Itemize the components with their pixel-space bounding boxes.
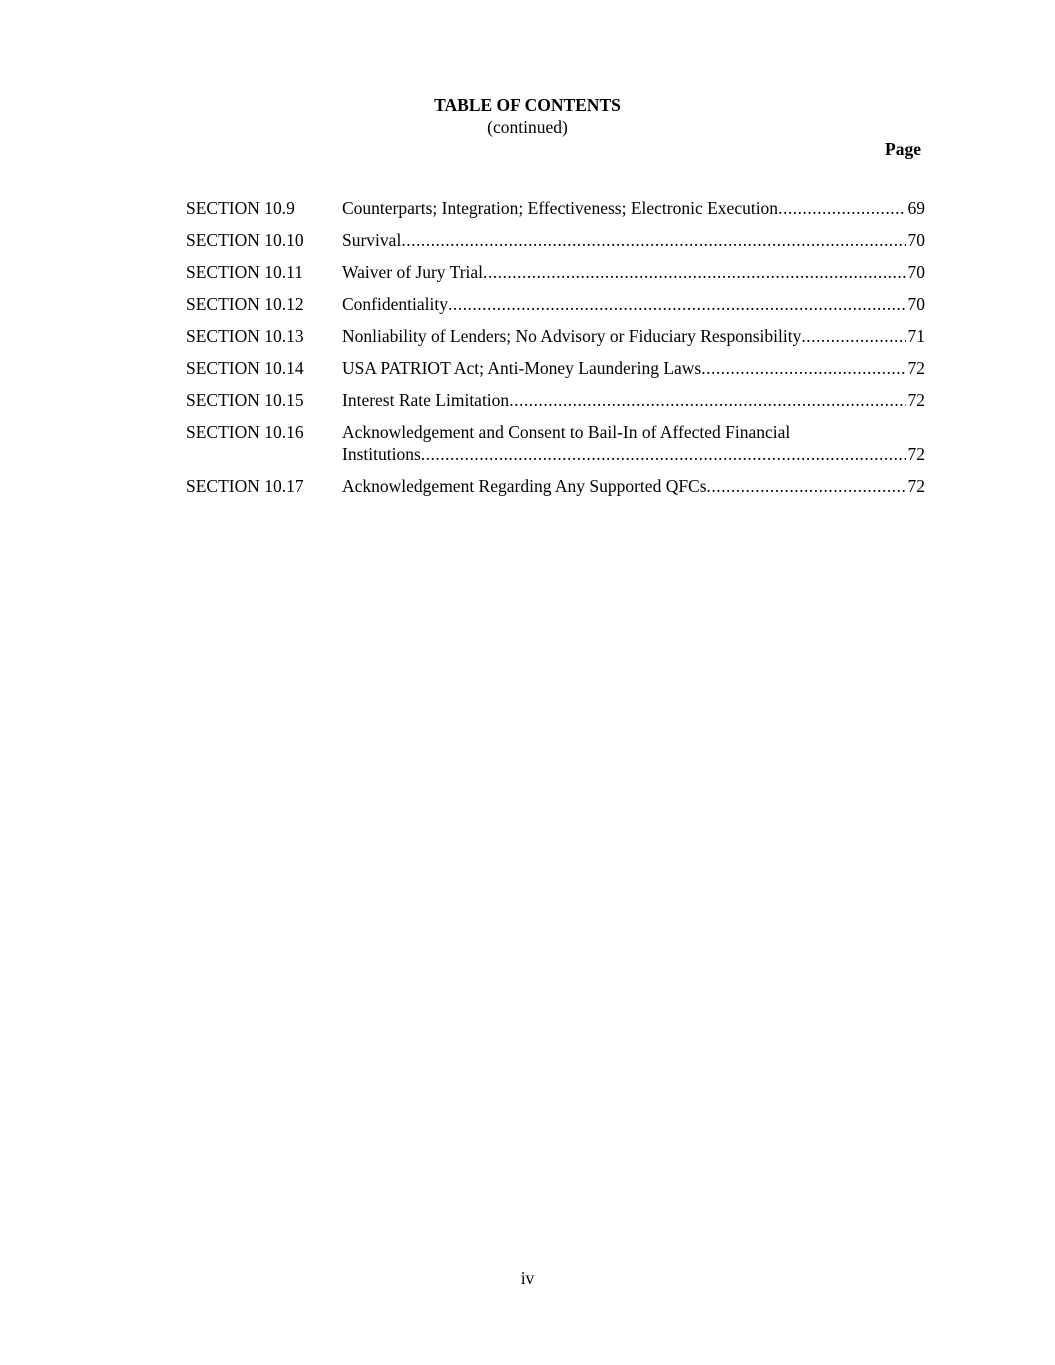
toc-entry-title: Confidentiality bbox=[342, 294, 448, 314]
toc-page-number: 70 bbox=[907, 262, 925, 282]
toc-section-number: SECTION 10.11 bbox=[186, 262, 303, 282]
toc-entry-title: Nonliability of Lenders; No Advisory or Fiduciary Responsibility bbox=[342, 326, 802, 346]
toc-subheading: (continued) bbox=[487, 117, 568, 137]
toc-entry[interactable] bbox=[186, 357, 925, 379]
toc-entry-title: USA PATRIOT Act; Anti-Money Laundering Laws bbox=[342, 358, 702, 378]
toc-entry[interactable] bbox=[186, 197, 925, 219]
toc-entry-title-line1: Acknowledgement and Consent to Bail-In of Affected Financial bbox=[342, 422, 791, 442]
toc-entry-title: Interest Rate Limitation bbox=[342, 390, 510, 410]
toc-entry[interactable] bbox=[186, 475, 925, 497]
toc-section-number: SECTION 10.17 bbox=[186, 476, 304, 496]
toc-heading: TABLE OF CONTENTS bbox=[434, 95, 621, 115]
page-column-label: Page bbox=[885, 139, 921, 159]
toc-list bbox=[186, 197, 925, 507]
toc-section-number: SECTION 10.16 bbox=[186, 422, 304, 442]
dot-leader bbox=[421, 443, 906, 465]
toc-section-number: SECTION 10.15 bbox=[186, 390, 304, 410]
toc-page-number: 72 bbox=[907, 444, 925, 464]
toc-entry-title: Institutions bbox=[342, 444, 421, 464]
dot-leader bbox=[701, 357, 905, 379]
dot-leader bbox=[448, 293, 906, 315]
dot-leader bbox=[483, 261, 905, 283]
toc-entry[interactable] bbox=[186, 389, 925, 411]
toc-section-number: SECTION 10.10 bbox=[186, 230, 304, 250]
toc-entry[interactable] bbox=[186, 421, 925, 465]
toc-page-number: 72 bbox=[907, 358, 925, 378]
toc-page-number: 72 bbox=[907, 390, 925, 410]
dot-leader bbox=[707, 475, 906, 497]
toc-entry[interactable] bbox=[186, 293, 925, 315]
toc-entry-title: Acknowledgement Regarding Any Supported QFCs bbox=[342, 476, 707, 496]
toc-entry-title: Survival bbox=[342, 230, 402, 250]
dot-leader bbox=[509, 389, 905, 411]
dot-leader bbox=[801, 325, 905, 347]
toc-section-number: SECTION 10.14 bbox=[186, 358, 304, 378]
toc-page-number: 69 bbox=[907, 198, 925, 218]
toc-page-number: 70 bbox=[907, 294, 925, 314]
toc-entry[interactable] bbox=[186, 325, 925, 347]
toc-entry-title: Waiver of Jury Trial bbox=[342, 262, 484, 282]
dot-leader bbox=[778, 197, 905, 219]
toc-entry-title: Counterparts; Integration; Effectiveness; Electronic Execution bbox=[342, 198, 779, 218]
toc-section-number: SECTION 10.12 bbox=[186, 294, 304, 314]
toc-section-number: SECTION 10.13 bbox=[186, 326, 304, 346]
page-number-footer: iv bbox=[520, 1268, 535, 1288]
toc-entry[interactable] bbox=[186, 261, 925, 283]
toc-page-number: 70 bbox=[907, 230, 925, 250]
toc-page-number: 71 bbox=[907, 326, 925, 346]
dot-leader bbox=[401, 229, 905, 251]
toc-page-number: 72 bbox=[907, 476, 925, 496]
toc-section-number: SECTION 10.9 bbox=[186, 198, 295, 218]
toc-entry[interactable] bbox=[186, 229, 925, 251]
